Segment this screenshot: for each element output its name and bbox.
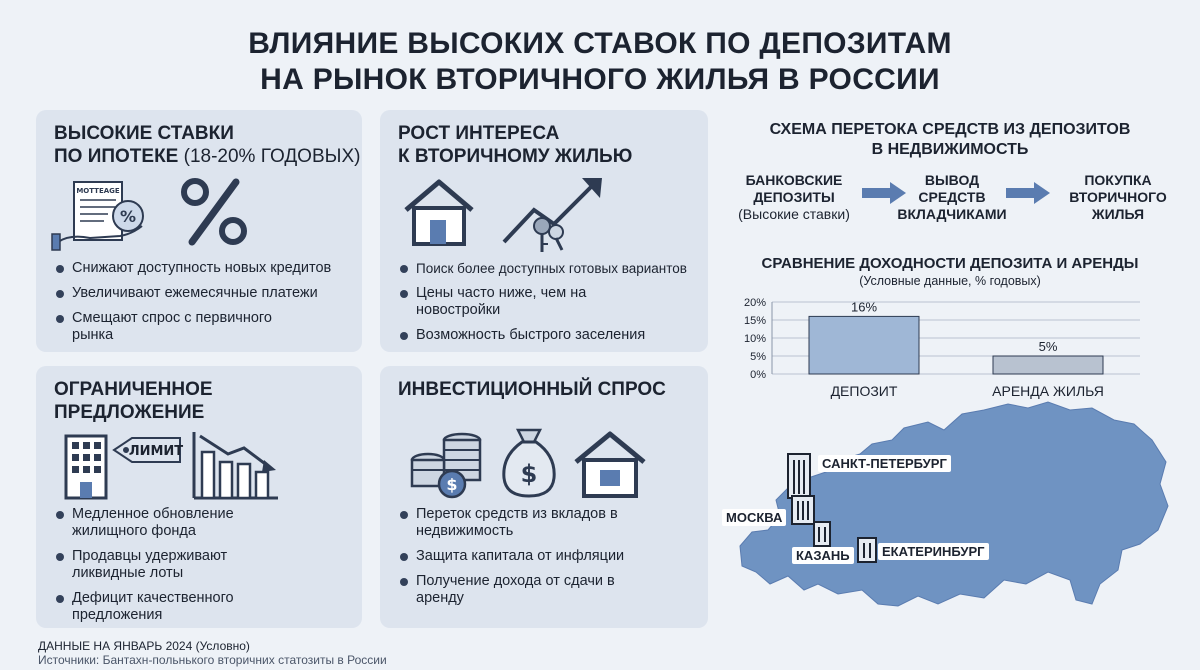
- list-item: Медленное обновление жилищного фонда: [54, 506, 274, 540]
- limit-tag-label: ЛИМИТ: [128, 444, 184, 459]
- flow-step1-line1: БАНКОВСКИЕ: [745, 172, 843, 188]
- chart-data-label: 5%: [1038, 339, 1058, 354]
- list-item: Цены часто ниже, чем на новостройки: [398, 285, 628, 319]
- coins-stack-icon: [406, 426, 488, 500]
- page-title: [0, 26, 1200, 98]
- svg-text:$: $: [446, 475, 458, 494]
- chart-title: СРАВНЕНИЕ ДОХОДНОСТИ ДЕПОЗИТА И АРЕНДЫ: [761, 255, 1139, 272]
- footer-date: ДАННЫЕ НА ЯНВАРЬ 2024 (Условно): [38, 639, 250, 653]
- city-label-spb: САНКТ-ПЕТЕРБУРГ: [818, 455, 951, 472]
- flow-title-line1: СХЕМА ПЕРЕТОКА СРЕДСТВ ИЗ ДЕПОЗИТОВ: [769, 121, 1131, 138]
- flow-step-purchase: [1044, 172, 1192, 223]
- card-high-rates-title-line2: ПО ИПОТЕКЕ: [54, 146, 179, 167]
- chart-bar: [809, 316, 919, 374]
- building-limit-icon: [58, 428, 188, 502]
- city-label-moscow: МОСКВА: [722, 509, 786, 526]
- card-limited-title-line1: ОГРАНИЧЕННОЕ: [54, 379, 213, 400]
- money-bag-icon: [498, 422, 560, 500]
- list-item: Продавцы удерживают ликвидные лоты: [54, 548, 274, 582]
- list-item: Возможность быстрого заселения: [398, 327, 704, 344]
- chart-y-tick-label: 0%: [750, 369, 766, 381]
- list-item: Увеличивают ежемесячные платежи: [54, 285, 354, 302]
- card-investment: [380, 366, 708, 628]
- list-item: Защита капитала от инфляции: [398, 548, 688, 565]
- chart-y-tick-label: 5%: [750, 351, 766, 363]
- page-title-line2: НА РЫНОК ВТОРИЧНОГО ЖИЛЬЯ В РОССИИ: [260, 63, 940, 96]
- city-label-ekaterinburg: ЕКАТЕРИНБУРГ: [878, 543, 989, 560]
- card-investment-title: ИНВЕСТИЦИОННЫЙ СПРОС: [398, 379, 666, 400]
- card-limited-title-line2: ПРЕДЛОЖЕНИЕ: [54, 402, 205, 423]
- list-item: Поиск более доступных готовых вариантов: [398, 260, 704, 277]
- declining-chart-icon: [188, 426, 284, 506]
- svg-text:$: $: [520, 460, 538, 488]
- flow-step3-line3: ЖИЛЬЯ: [1091, 206, 1145, 222]
- chart-y-tick-label: 20%: [743, 297, 766, 309]
- percent-icon: [178, 176, 250, 248]
- card-limited-list: [54, 506, 324, 632]
- flow-step1-line2: ДЕПОЗИТЫ: [753, 189, 835, 205]
- card-limited-supply-title: [54, 378, 213, 424]
- chart-data-label: 16%: [850, 299, 878, 315]
- spb-building-icon: [786, 452, 812, 500]
- card-secondary-interest: [380, 110, 708, 352]
- card-high-rates-list: [54, 260, 354, 352]
- card-investment-list: [398, 506, 688, 615]
- house-icon: [400, 176, 478, 248]
- flow-title-line2: В НЕДВИЖИМОСТЬ: [871, 141, 1029, 158]
- flow-step2-line3: ВКЛАДЧИКАМИ: [897, 206, 1007, 222]
- growth-arrow-keys-icon: [498, 172, 608, 256]
- card-high-rates-title-line1: ВЫСОКИЕ СТАВКИ: [54, 123, 234, 144]
- card-secondary-interest-title: [398, 122, 632, 168]
- list-item: Дефицит качественного предложения: [54, 590, 274, 624]
- flow-step3-line2: ВТОРИЧНОГО: [1069, 189, 1167, 205]
- city-label-kazan: КАЗАНЬ: [792, 547, 854, 564]
- flow-step3-line1: ПОКУПКА: [1084, 172, 1152, 188]
- chart-y-tick-label: 10%: [743, 333, 766, 345]
- ekb-building-icon: [856, 536, 878, 564]
- footer-source: Источники: Бантахн-польнького вторичних статозиты в России: [38, 653, 387, 667]
- card-high-rates: [36, 110, 362, 352]
- card-secondary-title-line2: К ВТОРИЧНОМУ ЖИЛЬЮ: [398, 146, 633, 167]
- chart-subtitle: (Условные данные, % годовых): [859, 274, 1041, 288]
- chart-category-label: АРЕНДА ЖИЛЬЯ: [992, 383, 1104, 399]
- flow-title: [720, 120, 1180, 160]
- rental-house-icon: [570, 428, 650, 500]
- card-high-rates-title-rate: (18-20% ГОДОВЫХ): [178, 146, 361, 167]
- svg-text:%: %: [119, 207, 137, 226]
- page-title-line1: ВЛИЯНИЕ ВЫСОКИХ СТАВОК ПО ДЕПОЗИТАМ: [248, 27, 952, 60]
- card-high-rates-title: [54, 122, 360, 168]
- list-item: Переток средств из вкладов в недвижимость: [398, 506, 658, 540]
- flow-step-deposits: [722, 172, 866, 223]
- card-limited-supply: [36, 366, 362, 628]
- chart-bar: [993, 356, 1103, 374]
- flow-step2-line2: СРЕДСТВ: [918, 189, 986, 205]
- chart-category-label: ДЕПОЗИТ: [830, 383, 898, 399]
- list-item: Получение дохода от сдачи в аренду: [398, 573, 648, 607]
- card-secondary-title-line1: РОСТ ИНТЕРЕСА: [398, 123, 560, 144]
- flow-step2-line1: ВЫВОД: [924, 172, 980, 188]
- mortgage-doc-label: MOTTEAGE: [76, 187, 120, 195]
- list-item: Смещают спрос с первичного рынка: [54, 310, 304, 344]
- flow-step-withdrawal: [890, 172, 1014, 223]
- mortgage-document-icon: [50, 176, 160, 254]
- chart-y-tick-label: 15%: [743, 315, 766, 327]
- list-item: Снижают доступность новых кредитов: [54, 260, 354, 277]
- kazan-building-icon: [812, 520, 832, 548]
- yield-comparison-chart: [730, 290, 1150, 406]
- flow-step1-sub: (Высокие ставки): [738, 206, 850, 222]
- card-secondary-list: [398, 260, 704, 352]
